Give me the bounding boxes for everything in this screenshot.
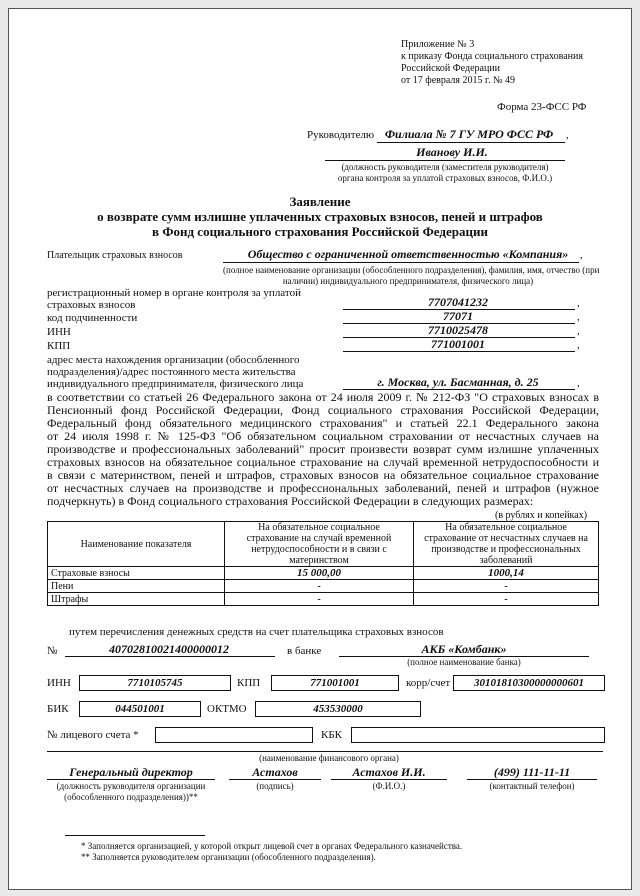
header-temp-line-1: На обязательное социальное xyxy=(258,522,380,533)
bank-hint: (полное наименование банка) xyxy=(407,657,521,667)
row-value-2: 1000,14 xyxy=(414,567,599,580)
body-line-9: подчеркнуть) в Фонд социального страхования Российской Федерации в следующих размерах: xyxy=(47,494,534,508)
bank-name: АКБ «Комбанк» xyxy=(421,642,507,656)
body-line-4: от 24 июля 1998 г. № 125-ФЗ "Об обязательном социальном страховании от несчастных случаев на xyxy=(47,429,599,443)
title-line-3: в Фонд социального страхования Российской Федерации xyxy=(152,224,488,239)
comma: , xyxy=(580,249,583,261)
kpp-label: КПП xyxy=(47,340,71,352)
sign-hint: (подпись) xyxy=(256,781,294,791)
kpp-value: 771001001 xyxy=(431,337,485,351)
header-temp-line-4: материнством xyxy=(289,555,349,566)
header-acc-line-3: производстве и профессиональных xyxy=(431,544,581,555)
payer-name: Общество с ограниченной ответственностью «Компания» xyxy=(247,247,569,261)
phone-line xyxy=(467,779,597,780)
account-line xyxy=(65,656,275,657)
bank-inn-label: ИНН xyxy=(47,677,71,689)
address-value: г. Москва, ул. Басманная, д. 25 xyxy=(377,375,539,389)
header-indicator: Наименование показателя xyxy=(48,522,225,567)
signer-fio: Астахов И.И. xyxy=(352,765,426,779)
footnote-separator xyxy=(65,835,205,836)
footnote-2: ** Заполняется руководителем организации (обособленного подразделения). xyxy=(81,852,376,862)
inn-value: 7710025478 xyxy=(428,323,488,337)
position-line xyxy=(47,779,215,780)
account-label: № xyxy=(47,645,58,657)
corr-account: 30101810300000000601 xyxy=(453,675,605,691)
kbk-label: КБК xyxy=(321,729,342,741)
addressee-label: Руководителю xyxy=(307,129,375,141)
header-temp-line-3: нетрудоспособности и в связи с xyxy=(251,544,387,555)
contact-phone: (499) 111-11-11 xyxy=(493,765,571,779)
oktmo-label: ОКТМО xyxy=(207,703,247,715)
body-line-5: производстве и профессиональных заболеваний" просит произвести возврат сумм излишне уплаченных xyxy=(47,442,599,456)
account-number: 40702810021400000012 xyxy=(109,642,229,656)
bank-kpp: 771001001 xyxy=(271,675,399,691)
comma: , xyxy=(577,339,580,351)
payer-hint-1: (полное наименование организации (обособленного подразделения), фамилия, имя, отчество (при xyxy=(223,265,600,275)
kbk-value xyxy=(351,727,605,743)
row-name: Штрафы xyxy=(48,593,225,606)
inn-label: ИНН xyxy=(47,326,71,338)
addressee-person: Иванову И.И. xyxy=(416,145,488,159)
reg-label-1: регистрационный номер в органе контроля за уплатой xyxy=(47,287,301,299)
header-acc-line-2: страхование от несчастных случаев на xyxy=(424,533,588,544)
body-line-1: в соответствии со статьей 26 Федерального закона от 24 июля 2009 г. № 212-ФЗ "О страховых взносах в xyxy=(47,390,599,404)
payer-hint-2: наличии) индивидуального предпринимателя, физического лица) xyxy=(282,276,534,286)
fio-line xyxy=(331,779,447,780)
title-line-1: Заявление xyxy=(289,194,351,209)
title-line-2: о возврате сумм излишне уплаченных страховых взносов, пеней и штрафов xyxy=(97,209,543,224)
addressee-hint-1: (должность руководителя (заместителя руководителя) xyxy=(341,162,549,172)
reg-label-2: страховых взносов xyxy=(47,299,136,311)
header-acc-line-4: заболеваний xyxy=(479,555,533,566)
row-value-2: - xyxy=(414,593,599,606)
footnote-1: * Заполняется организацией, у которой открыт лицевой счет в органах Федерального казначейства. xyxy=(81,841,463,851)
row-name: Страховые взносы xyxy=(48,567,225,580)
body-line-3: Федеральный фонд обязательного медицинского страхования" и статьей 22.1 Федерального закона xyxy=(47,416,599,430)
fio-hint: (Ф.И.О.) xyxy=(372,781,406,791)
header-acc-line-1: На обязательное социальное xyxy=(445,522,567,533)
header-accidents xyxy=(414,522,599,567)
table-row xyxy=(48,580,599,593)
body-line-6: страховых взносов на обязательное социальное страхование на случай временной нетрудоспособности и xyxy=(47,455,599,469)
comma: , xyxy=(577,377,580,389)
indicators-table xyxy=(47,521,599,606)
signer-sign: Астахов xyxy=(252,765,298,779)
bik-label: БИК xyxy=(47,703,69,715)
row-value-1: - xyxy=(225,593,414,606)
payer-line xyxy=(223,262,579,263)
addressee-person-line xyxy=(325,160,565,161)
addr-label-3: индивидуального предпринимателя, физического лица xyxy=(47,378,304,390)
sub-code: 77071 xyxy=(443,309,473,323)
appendix-line-2: к приказу Фонда социального страхования xyxy=(401,51,583,62)
fin-organ-hint: (наименование финансового органа) xyxy=(259,753,399,763)
appendix-line-4: от 17 февраля 2015 г. № 49 xyxy=(401,75,516,86)
addr-label-2: подразделения)/адрес постоянного места жительства xyxy=(47,366,296,378)
oktmo-value: 453530000 xyxy=(255,701,421,717)
bank-inn: 7710105745 xyxy=(79,675,231,691)
payer-label: Плательщик страховых взносов xyxy=(47,250,183,261)
unit-note: (в рублях и копейках) xyxy=(495,510,588,521)
comma: , xyxy=(577,297,580,309)
table-row xyxy=(48,593,599,606)
position-hint-1: (должность руководителя организации xyxy=(56,781,206,791)
bank-kpp-label: КПП xyxy=(237,677,261,689)
form-code: Форма 23-ФСС РФ xyxy=(497,101,587,113)
bik-value: 044501001 xyxy=(79,701,201,717)
header-temp-line-2: страхование на случай временной xyxy=(246,533,392,544)
appendix-line-1: Приложение № 3 xyxy=(401,39,475,50)
comma: , xyxy=(566,129,569,141)
row-value-1: 15 000,00 xyxy=(225,567,414,580)
addressee-branch: Филиала № 7 ГУ МРО ФСС РФ xyxy=(384,127,554,141)
transfer-text: путем перечисления денежных средств на счет плательщика страховых взносов xyxy=(69,626,444,638)
signer-position: Генеральный директор xyxy=(69,765,193,779)
row-value-2: - xyxy=(414,580,599,593)
body-line-8: от несчастных случаев на производстве и профессиональных заболеваний, пеней и штрафов (нужное xyxy=(47,481,599,495)
header-temp-disability xyxy=(225,522,414,567)
sign-line xyxy=(229,779,321,780)
phone-hint: (контактный телефон) xyxy=(489,781,575,791)
comma: , xyxy=(577,325,580,337)
position-hint-2: (обособленного подразделения))** xyxy=(64,792,198,802)
addressee-hint-2: органа контроля за уплатой страховых взносов, Ф.И.О.) xyxy=(337,173,553,183)
in-bank-label: в банке xyxy=(287,645,322,657)
addressee-branch-line xyxy=(377,142,565,143)
fin-organ-line xyxy=(47,751,603,752)
sub-code-label: код подчиненности xyxy=(47,312,138,324)
form-page xyxy=(8,8,632,890)
row-name: Пени xyxy=(48,580,225,593)
row-value-1: - xyxy=(225,580,414,593)
body-line-7: в связи с материнством, пеней и штрафов, страховых взносов на обязательное социальное страхование xyxy=(47,468,599,482)
personal-account-label: № лицевого счета * xyxy=(47,729,139,741)
addr-label-1: адрес места нахождения организации (обособленного xyxy=(47,354,300,366)
table-header-row xyxy=(48,522,599,567)
kpp-line xyxy=(343,351,575,352)
table-row xyxy=(48,567,599,580)
comma: , xyxy=(577,311,580,323)
appendix-line-3: Российской Федерации xyxy=(401,63,501,74)
body-line-2: Пенсионный фонд Российской Федерации, Фонд социального страхования Российской Федерации, xyxy=(47,403,599,417)
corr-label: корр/счет xyxy=(406,677,451,689)
reg-number: 7707041232 xyxy=(428,295,488,309)
personal-account xyxy=(155,727,313,743)
